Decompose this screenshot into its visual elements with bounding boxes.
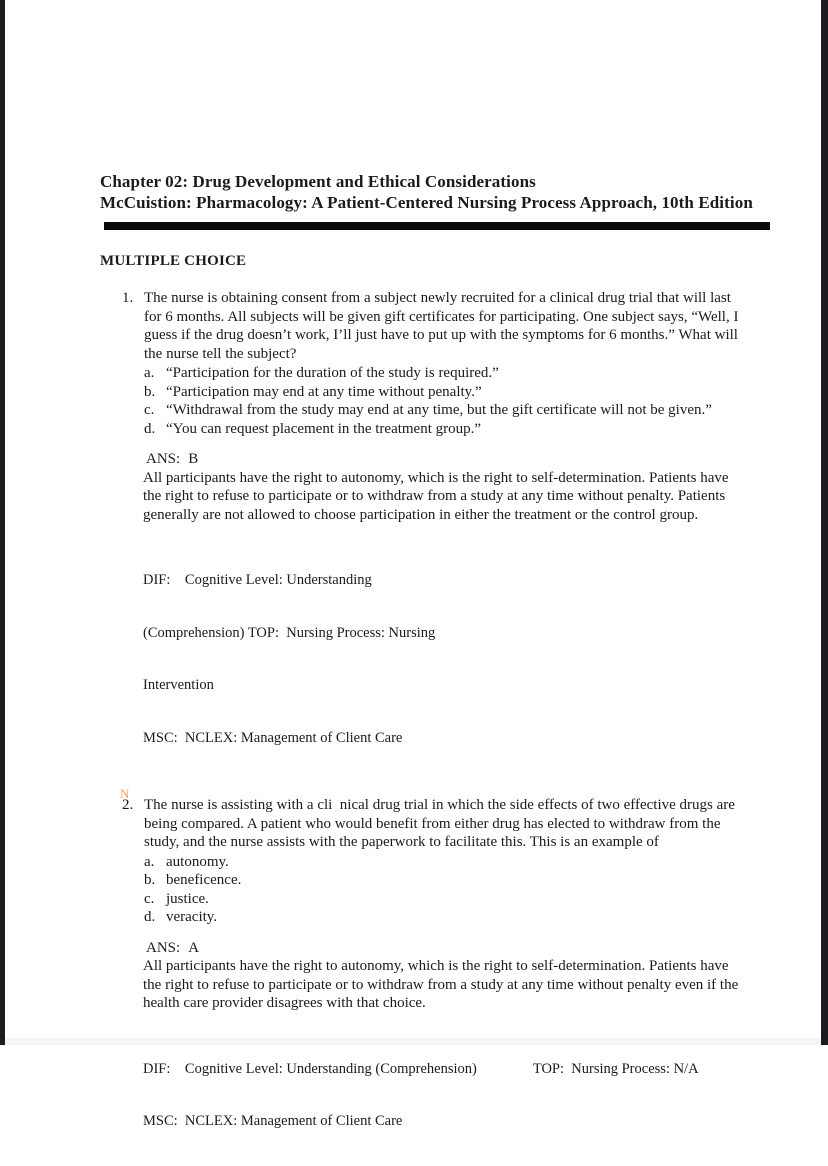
- option-letter: d.: [144, 909, 156, 925]
- question-stem: The nurse is obtaining consent from a subject newly recruited for a clinical drug trial that will last for 6 months. All subjects will be given gift certificates for participating. One subject says, “Well, I guess if the drug doesn’t work, I’ll just have to put up with the symptoms for 6 months.” What will the nurse tell the subject?: [144, 290, 743, 362]
- annotation-marker-n: N: [120, 786, 130, 801]
- option-d: [144, 420, 772, 439]
- option-c: [144, 890, 772, 909]
- option-text: “Participation for the duration of the study is required.”: [166, 365, 499, 381]
- document-content: [100, 172, 772, 1166]
- option-text: veracity.: [166, 909, 218, 925]
- option-text: beneficence.: [166, 872, 242, 888]
- meta-top-line: (Comprehension) TOP: Nursing Process: Nursing: [143, 624, 436, 641]
- question-number: 2.: [122, 797, 134, 813]
- answer-label: ANS:: [146, 939, 181, 956]
- option-text: “You can request placement in the treatment group.”: [166, 420, 482, 437]
- option-b: [144, 871, 772, 890]
- answer-line: [146, 450, 748, 469]
- page-left-edge: [0, 0, 5, 1045]
- meta-msc-line: MSC: NCLEX: Management of Client Care: [143, 729, 403, 746]
- option-b: [144, 383, 772, 402]
- answer-label: ANS:: [146, 451, 181, 467]
- answer-value: A: [188, 939, 200, 956]
- question-2-stem-row: [100, 796, 772, 852]
- meta-dif-line: DIF: Cognitive Level: Understanding: [143, 572, 372, 588]
- option-a: [144, 364, 772, 383]
- question-1-stem-row: [100, 289, 772, 363]
- option-d: [144, 908, 772, 927]
- meta-dif: DIF: Cognitive Level: Understanding (Comprehension): [143, 1060, 477, 1077]
- rationale-text: All participants have the right to autonomy, which is the right to self-determination. Patients have the right to refuse to participate or to withdraw from a study at any time without penalty even if the health care provider disagrees with that choice.: [143, 958, 739, 1011]
- option-text: justice.: [166, 890, 209, 907]
- option-letter: b.: [144, 383, 156, 400]
- option-letter: b.: [144, 872, 156, 888]
- option-letter: a.: [144, 365, 155, 381]
- question-2-meta: [143, 1026, 772, 1166]
- meta-top: TOP: Nursing Process: N/A: [532, 1060, 699, 1077]
- answer-line: [146, 939, 748, 958]
- meta-dif-top-row: [143, 1061, 772, 1079]
- answer-value: B: [188, 451, 199, 467]
- option-letter: c.: [144, 890, 155, 907]
- question-2-options: [100, 853, 772, 927]
- answer-block: [143, 450, 748, 524]
- question-1: [100, 289, 772, 782]
- answer-block: [143, 939, 748, 1013]
- question-1-meta: [143, 537, 772, 782]
- question-number: 1.: [122, 290, 134, 306]
- rationale-text: All participants have the right to autonomy, which is the right to self-determination. Patients have the right to refuse to participate or to withdraw from a study at any time without penalty. Patients generally are not allowed to choose participation in either the treatment or the control group.: [143, 469, 729, 523]
- page-right-edge: [821, 0, 828, 1045]
- title-line-chapter: Chapter 02: Drug Development and Ethical Considerations: [100, 172, 536, 191]
- option-text: autonomy.: [166, 853, 229, 870]
- question-1-options: [100, 364, 772, 438]
- document-title: [100, 172, 760, 213]
- question-stem: The nurse is assisting with a cli nical drug trial in which the side effects of two effective drugs are being compared. A patient who would benefit from either drug has elected to withdraw from the study, and the nurse assists with the paperwork to facilitate this. This is an example of: [144, 797, 739, 850]
- meta-top-continuation: Intervention: [143, 677, 214, 693]
- meta-msc-line: MSC: NCLEX: Management of Client Care: [143, 1113, 403, 1129]
- title-line-book: McCuistion: Pharmacology: A Patient-Centered Nursing Process Approach, 10th Edition: [100, 192, 753, 212]
- option-letter: a.: [144, 853, 155, 870]
- option-text: “Participation may end at any time without penalty.”: [166, 383, 482, 400]
- option-letter: d.: [144, 420, 156, 437]
- section-heading: MULTIPLE CHOICE: [100, 253, 247, 269]
- option-text: “Withdrawal from the study may end at any time, but the gift certificate will not be given.”: [166, 402, 712, 418]
- question-2: [100, 788, 772, 1166]
- option-a: [144, 853, 772, 872]
- option-letter: c.: [144, 402, 155, 418]
- option-c: [144, 401, 772, 420]
- title-divider-bar: [104, 222, 770, 230]
